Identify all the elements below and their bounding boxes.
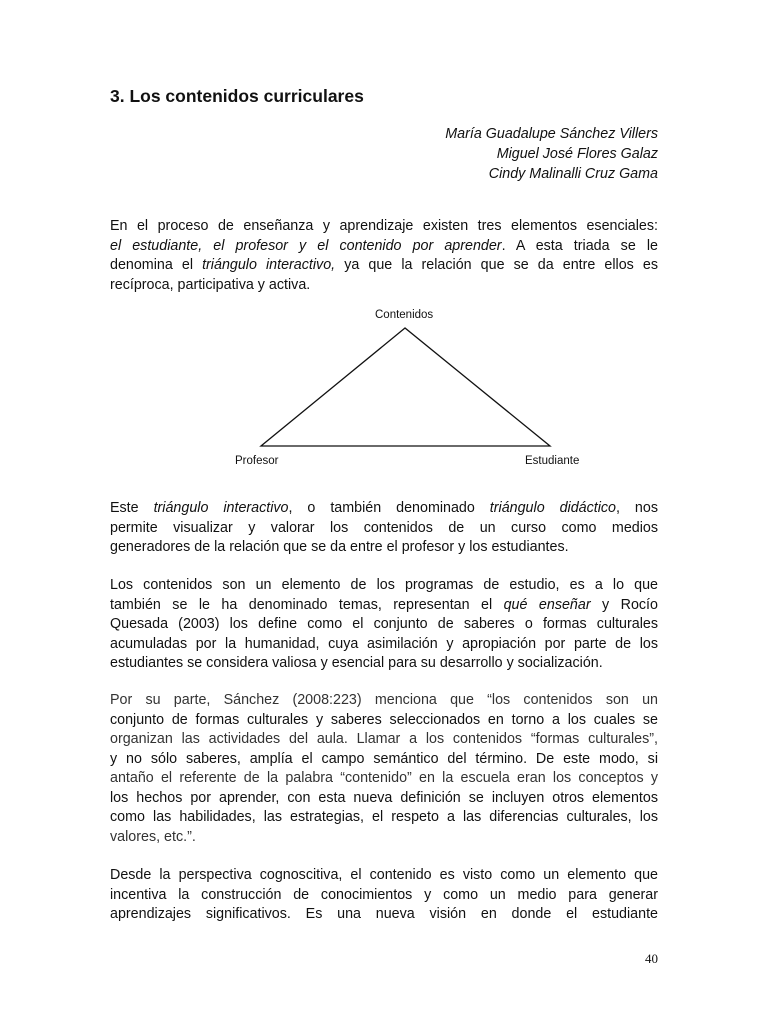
text-run: incentiva la construcción de conocimientos y como un medio para generar [110,886,658,903]
text-run: acumuladas por la humanidad, cuya asimilación y apropiación por parte de los [110,635,658,652]
triangle-graphic [0,300,768,480]
diagram-label-contenidos: Contenidos [375,309,434,321]
section-heading: 3. Los contenidos curriculares [110,86,364,106]
text-line [110,499,658,519]
text-line [110,596,658,616]
text-line [110,905,658,925]
text-run: Desde la perspectiva cognoscitiva, el contenido es visto como un elemento que [110,867,658,883]
text-run: también se le ha denominado temas, representan el [110,596,504,613]
text-line [110,808,658,828]
text-line [110,886,658,906]
text-line [110,256,658,276]
text-line [110,276,658,296]
text-line [110,691,658,711]
diagram-label-profesor: Profesor [235,455,279,467]
text-run: generadores de la relación que se da entre el profesor y los estudiantes. [110,539,569,555]
author-name: Cindy Malinalli Cruz Gama [488,166,658,182]
text-run: estudiantes se considera valiosa y esencial para su desarrollo y socialización. [110,655,603,671]
authors-block [445,124,658,184]
text-run: denomina el [110,257,203,273]
text-run: . A esta triada se le [501,237,658,254]
text-run: organizan las actividades del aula. Llamar a los contenidos “formas culturales”, [110,731,658,747]
triangle-shape [261,328,550,446]
page-number: 40 [645,951,658,966]
text-line [110,750,658,770]
italic-run: qué enseñar [503,596,591,613]
paragraph-cognoscitiva [110,866,658,925]
italic-run: el estudiante, el profesor y el contenido por aprender [110,237,502,254]
text-line [110,828,658,848]
paragraph-triangle [110,499,658,558]
paragraph-intro [110,217,658,295]
text-line [110,237,658,257]
diagram-label-estudiante: Estudiante [525,455,580,467]
text-run: recíproca, participativa y activa. [110,276,311,293]
paragraph-sanchez-quote [110,691,658,847]
text-line [110,538,658,558]
text-line [110,576,658,596]
text-run: Quesada (2003) los define como el conjunto de saberes o formas culturales [110,616,658,632]
text-line [110,635,658,655]
text-line [110,615,658,635]
italic-run: triángulo interactivo [153,500,289,516]
paragraph-contenidos [110,576,658,674]
text-line [110,654,658,674]
text-run: , nos [616,500,658,516]
text-run: Por su parte, Sánchez (2008:223) menciona que “los contenidos son un [110,692,658,708]
text-line [110,217,658,237]
text-line [110,866,658,886]
text-run: , o también denominado [288,500,490,516]
author-name: María Guadalupe Sánchez Villers [445,126,658,142]
text-run: los hechos por aprender, con esta nueva definición se incluyen otros elementos [110,789,658,806]
author-name: Miguel José Flores Galaz [496,146,658,162]
interactive-triangle-diagram [0,300,768,480]
text-line [110,769,658,789]
text-run: antaño el referente de la palabra “contenido” en la escuela eran los conceptos y [110,770,658,786]
text-run: y no sólo saberes, amplía el campo semántico del término. De este modo, si [110,750,658,767]
text-run: conjunto de formas culturales y saberes seleccionados en torno a los cuales se [110,711,658,728]
text-line [110,789,658,809]
italic-run: triángulo didáctico [489,500,617,516]
text-run: permite visualizar y valorar los contenidos de un curso como medios [110,519,658,536]
text-run: valores, etc.”. [110,828,196,845]
italic-run: triángulo interactivo, [202,257,336,273]
text-run: y Rocío [590,596,658,613]
text-run: Este [110,500,154,516]
text-line [110,519,658,539]
text-line [110,711,658,731]
text-run: aprendizajes significativos. Es una nueva visión en donde el estudiante [110,906,658,922]
text-run: como las habilidades, las estrategias, el respeto a las diferencias culturales, los [110,809,658,825]
text-run: En el proceso de enseñanza y aprendizaje existen tres elementos esenciales: [110,218,658,234]
text-run: ya que la relación que se da entre ellos es [335,257,658,273]
text-run: Los contenidos son un elemento de los programas de estudio, es a lo que [110,577,658,593]
text-line [110,730,658,750]
